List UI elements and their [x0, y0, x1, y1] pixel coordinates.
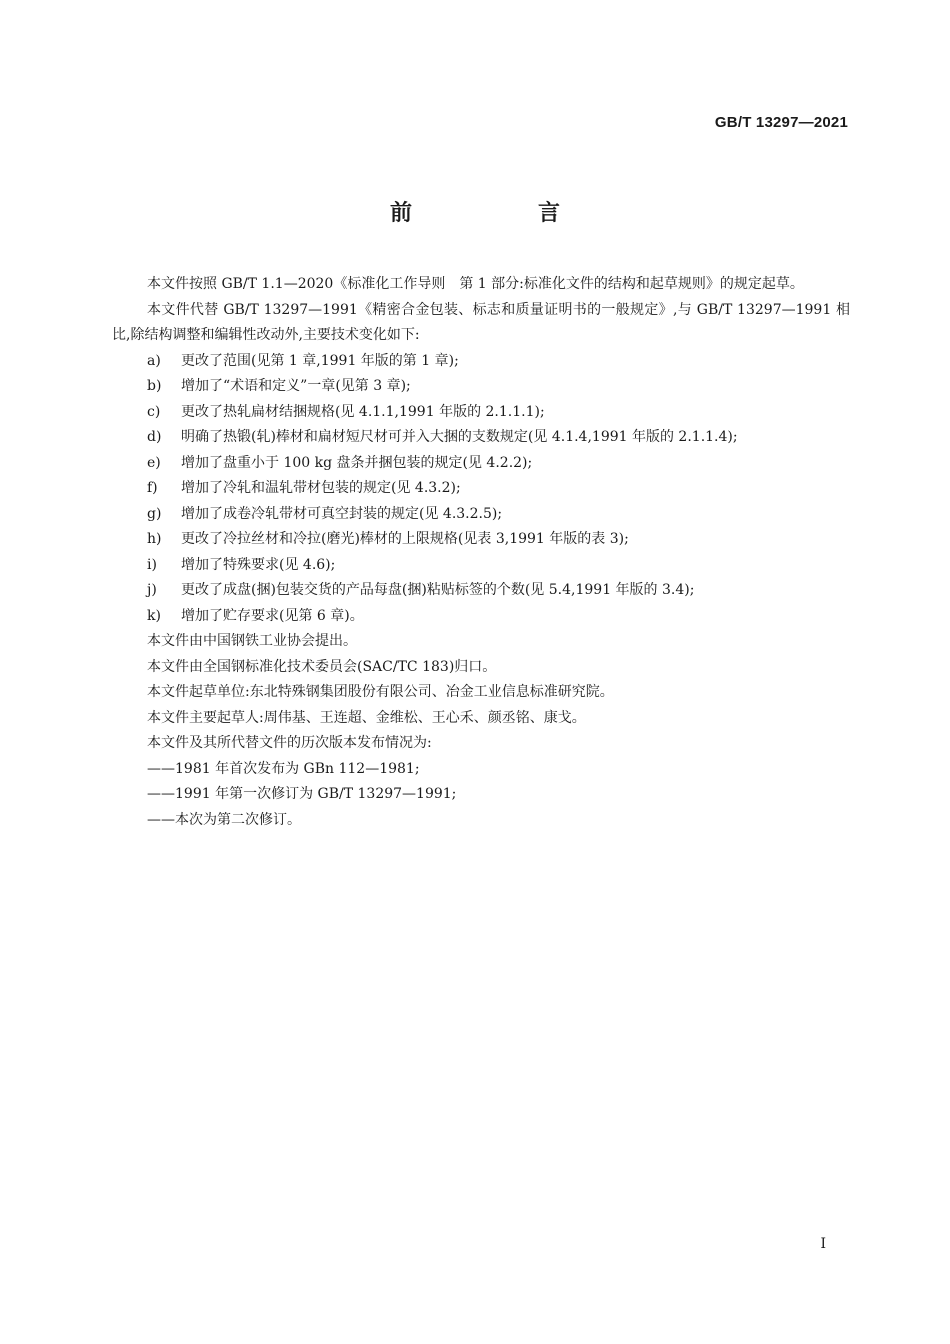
drafting-units-statement: 本文件起草单位:东北特殊钢集团股份有限公司、冶金工业信息标准研究院。	[147, 684, 614, 700]
paragraph-replacement: 本文件代替 GB/T 13297—1991《精密合金包装、标志和质量证明书的一般规定》,与 GB/T 13297—1991 相比,除结构调整和编辑性改动外,主要技术变化如下:	[112, 301, 850, 343]
list-item-marker: a)	[147, 352, 161, 369]
list-item	[112, 400, 850, 426]
list-item	[112, 527, 850, 553]
list-item-marker: k)	[147, 607, 161, 624]
list-item-text: 增加了冷轧和温轧带材包装的规定(见 4.3.2);	[181, 480, 461, 496]
list-item-marker: h)	[147, 531, 162, 547]
foreword-body	[112, 272, 850, 833]
list-item	[112, 502, 850, 528]
list-item-marker: f)	[147, 480, 158, 496]
list-item	[112, 578, 850, 604]
list-item	[112, 604, 850, 630]
list-item	[112, 553, 850, 579]
paragraph-drafting-rules: 本文件按照 GB/T 1.1—2020《标准化工作导则 第 1 部分:标准化文件的结构和起草规则》的规定起草。	[147, 276, 804, 292]
list-item-marker: g)	[147, 505, 162, 522]
page-title: 前 言	[389, 201, 612, 226]
managed-by-statement: 本文件由全国钢标准化技术委员会(SAC/TC 183)归口。	[147, 658, 497, 675]
list-item	[112, 425, 850, 451]
list-item-text: 增加了盘重小于 100 kg 盘条并捆包装的规定(见 4.2.2);	[181, 454, 533, 471]
history-list	[112, 757, 850, 834]
list-item-text: 增加了贮存要求(见第 6 章)。	[181, 607, 364, 624]
document-code: GB/T 13297—2021	[714, 114, 848, 131]
history-item: ——1981 年首次发布为 GBn 112—1981;	[147, 760, 420, 777]
changes-list	[112, 349, 850, 630]
proposed-by-statement: 本文件由中国钢铁工业协会提出。	[147, 633, 357, 649]
list-item-text: 更改了冷拉丝材和冷拉(磨光)棒材的上限规格(见表 3,1991 年版的表 3);	[181, 531, 629, 547]
list-item-text: 更改了热轧扁材结捆规格(见 4.1.1,1991 年版的 2.1.1.1);	[181, 403, 545, 420]
list-item-marker: c)	[147, 403, 161, 420]
list-item	[112, 476, 850, 502]
list-item	[112, 451, 850, 477]
list-item-marker: j)	[147, 582, 157, 598]
list-item-marker: b)	[147, 378, 162, 394]
list-item-text: 更改了范围(见第 1 章,1991 年版的第 1 章);	[181, 352, 459, 369]
page-number: I	[820, 1236, 826, 1252]
list-item-marker: d)	[147, 429, 162, 445]
list-item-marker: e)	[147, 454, 161, 471]
list-item-text: 明确了热锻(轧)棒材和扁材短尺材可并入大捆的支数规定(见 4.1.4,1991 年版的 2.1.1.4);	[181, 429, 738, 445]
list-item-text: 增加了特殊要求(见 4.6);	[181, 556, 336, 573]
list-item-text: 增加了“术语和定义”一章(见第 3 章);	[181, 378, 411, 394]
list-item-text: 增加了成卷冷轧带材可真空封装的规定(见 4.3.2.5);	[181, 505, 503, 522]
drafters-statement: 本文件主要起草人:周伟基、王连超、金维松、王心禾、颜丞铭、康戈。	[147, 709, 586, 726]
history-item: ——本次为第二次修订。	[147, 811, 301, 828]
list-item-marker: i)	[147, 556, 157, 573]
list-item-text: 更改了成盘(捆)包装交货的产品每盘(捆)粘贴标签的个数(见 5.4,1991 年版的 3.4);	[181, 582, 695, 598]
list-item	[112, 349, 850, 375]
list-item	[112, 374, 850, 400]
history-intro: 本文件及其所代替文件的历次版本发布情况为:	[147, 735, 432, 751]
history-item: ——1991 年第一次修订为 GB/T 13297—1991;	[147, 786, 457, 802]
